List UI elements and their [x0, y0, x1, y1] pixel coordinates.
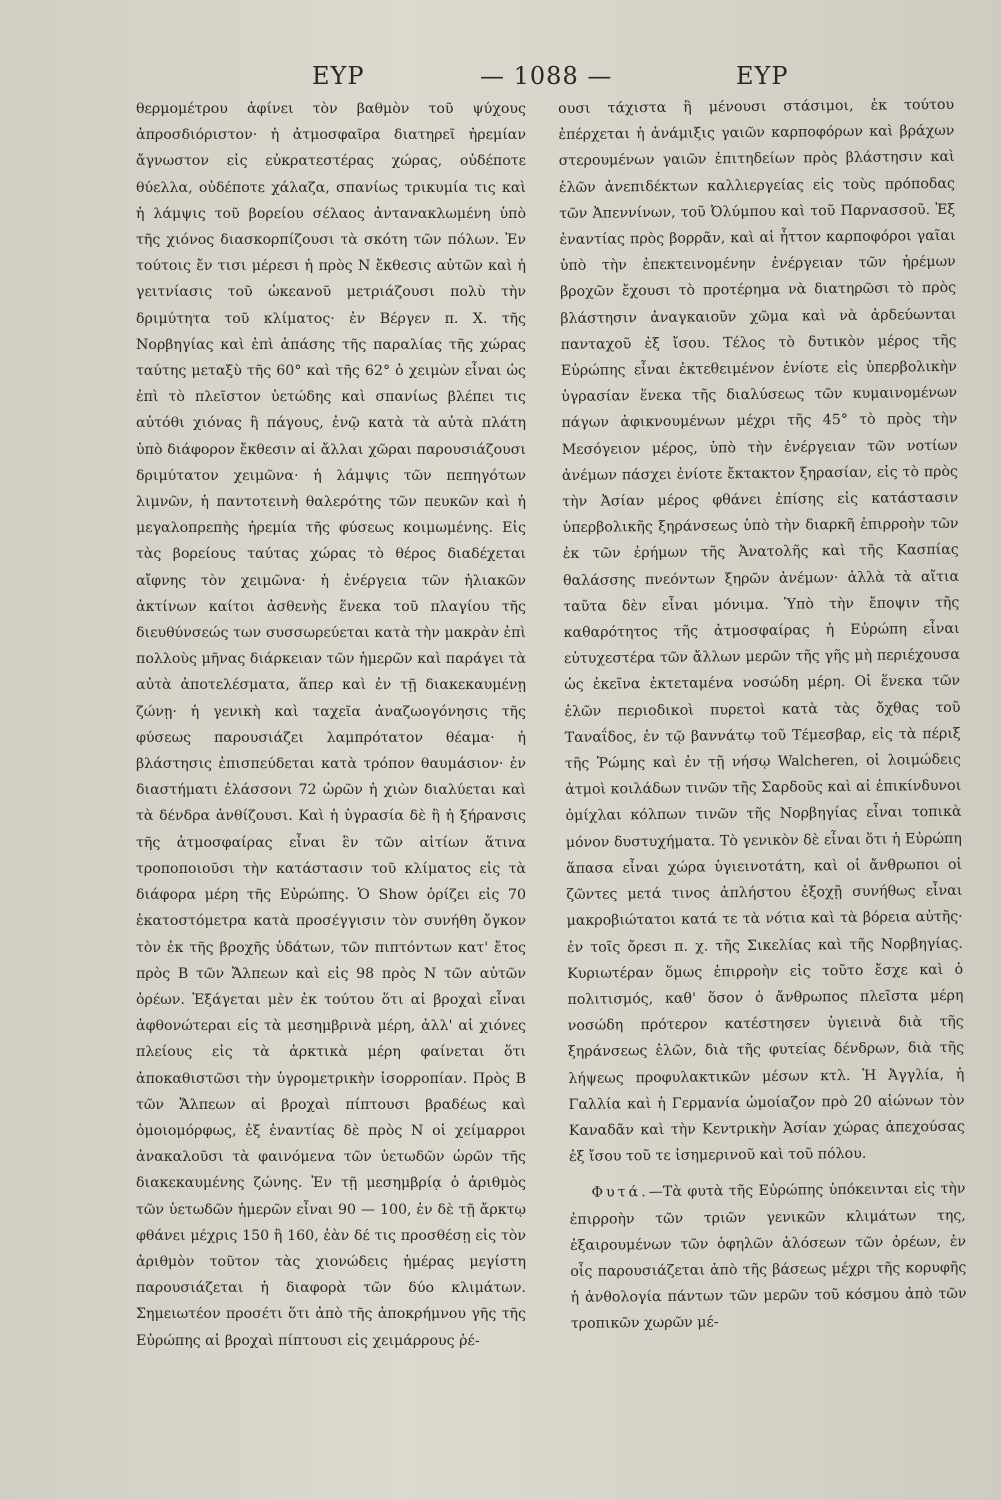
page-number: — 1088 —: [480, 62, 613, 90]
left-column: [136, 96, 526, 1354]
right-column-text: ουσι τάχιστα ἢ μένουσι στάσιμοι, ἐκ τούτου ἐπέρχεται ἡ ἀνάμιξις γαιῶν καρποφόρων καὶ βράχων στερουμένων γαιῶν ἐπιτηδείων πρὸς βλάστησιν καὶ ἑλῶν ἀνεπιδέκτων καλλιεργείας εἰς τοὺς πρόποδας τῶν Ἀπεννίνων, τοῦ Ὀλύμπου καὶ τοῦ Παρνασσοῦ. Ἐξ ἐναντίας πρὸς βορρᾶν, καὶ αἱ ἧττον καρποφόροι γαῖαι ὑπὸ τὴν ἐπεκτεινομένην ἐνέργειαν τῶν ἠρέμων βροχῶν ἔχουσι τὸ προτέρημα νὰ διατηρῶσι τὸ πρὸς βλάστησιν ἀναγκαιοῦν χῶμα καὶ νὰ ἀρδεύωνται πανταχοῦ ἐξ ἴσου. Τέλος τὸ δυτικὸν μέρος τῆς Εὐρώπης εἶναι ἐκτεθειμένον ἐνίοτε εἰς ὑπερβολικὴν ὑγρασίαν ἕνεκα τῆς διαλύσεως τῶν κυμαινομένων πάγων ἀφικνουμένων μέχρι τῆς 45° τὸ πρὸς τὴν Μεσόγειον μέρος, ὑπὸ τὴν ἐνέργειαν τῶν νοτίων ἀνέμων πάσχει ἐνίοτε ἔκτακτον ξηρασίαν, εἰς τὸ πρὸς τὴν Ἀσίαν μέρος φθάνει ἐπίσης εἰς κατάστασιν ὑπερβολικῆς ξηράνσεως ὑπὸ τὴν διαρκῆ ἐπιρροὴν τῶν ἐκ τῶν ἐρήμων τῆς Ἀνατολῆς καὶ τῆς Κασπίας θαλάσσης πνεόντων ξηρῶν ἀνέμων· ἀλλὰ τὰ αἴτια ταῦτα δὲν εἶναι μόνιμα. Ὑπὸ τὴν ἔποψιν τῆς καθαρότητος τῆς ἀτμοσφαίρας ἡ Εὐρώπη εἶναι εὐτυχεστέρα τῶν ἄλλων μερῶν τῆς γῆς μὴ περιέχουσα ὡς ἐκεῖνα ἐκτεταμένα νοσώδη μέρη. Οἱ ἕνεκα τῶν ἑλῶν περιοδικοὶ πυρετοὶ κατὰ τὰς ὄχθας τοῦ Ταναΐδος, ἐν τῷ βαννάτῳ τοῦ Τέμεσβαρ, εἰς τὰ πέριξ τῆς Ῥώμης καὶ ἐν τῇ νήσῳ Walcheren, οἱ λοιμώδεις ἀτμοὶ κοιλάδων τινῶν τῆς Σαρδοῦς καὶ αἱ ἐπικίνδυνοι ὀμίχλαι κόλπων τινῶν τῆς Νορβηγίας εἶναι τοπικὰ μόνον δυστυχήματα. Τὸ γενικὸν δὲ εἶναι ὅτι ἡ Εὐρώπη ἅπασα εἶναι χώρα ὑγιεινοτάτη, καὶ οἱ ἄνθρωποι οἱ ζῶντες μετά τινος ἀπλήστου ἐξοχῇ συνήθως εἶναι μακροβιώτατοι κατά τε τὰ νότια καὶ τὰ βόρεια αὐτῆς· ἐν τοῖς ὄρεσι π. χ. τῆς Σικελίας καὶ τῆς Νορβηγίας. Κυριωτέραν ὅμως ἐπιρροὴν εἰς τοῦτο ἔσχε καὶ ὁ πολιτισμός, καθ' ὅσον ὁ ἄνθρωπος πλεῖστα μέρη νοσώδη πρότερον κατέστησεν ὑγιεινὰ διὰ τῆς ξηράνσεως ἑλῶν, διὰ τῆς φυτείας δένδρων, διὰ τῆς λήψεως προφυλακτικῶν μέσων κτλ. Ἡ Ἀγγλία, ἡ Γαλλία καὶ ἡ Γερμανία ὡμοίαζον πρὸ 20 αἰώνων τὸν Καναδᾶν καὶ τὴν Κεντρικὴν Ἀσίαν χώρας ἀπεχούσας ἐξ ἴσου τοῦ τε ἰσημερινοῦ καὶ τοῦ πόλου.: [558, 96, 965, 1166]
plants-text: —Τὰ φυτὰ τῆς Εὐρώπης ὑπόκεινται εἰς τὴν ἐπιρροὴν τῶν τριῶν γενικῶν κλιμάτων της, ἐξαιρουμένων τῶν ὀφηλῶν ἀλόσεων τῶν ὀρέων, ἐν οἷς παρουσιάζεται ἀπὸ τῆς βάσεως μέχρι τῆς κορυφῆς ἡ ἀνθολογία πάντων τῶν μερῶν τοῦ κόσμου ἀπὸ τῶν τροπικῶν χωρῶν μέ-: [569, 1181, 967, 1333]
header-right-abbrev: ΕΥΡ: [736, 62, 789, 90]
plants-paragraph: [569, 1176, 967, 1337]
header-left-abbrev: ΕΥΡ: [312, 62, 365, 90]
left-column-text: θερμομέτρου ἀφίνει τὸν βαθμὸν τοῦ ψύχους ἀπροσδιόριστον· ἡ ἀτμοσφαῖρα διατηρεῖ ἠρεμίαν ἄγνωστον εἰς εὐκρατεστέρας χώρας, οὐδέποτε θύελλα, οὐδέποτε χάλαζα, σπανίως τρικυμία τις καὶ ἡ λάμψις τοῦ βορείου σέλαος ἀντανακλωμένη ὑπὸ τῆς χιόνος διασκορπίζουσι τὰ σκότη τῶν πόλων. Ἐν τούτοις ἔν τισι μέρεσι ἡ πρὸς Ν ἔκθεσις αὐτῶν καὶ ἡ γειτνίασις τοῦ ὠκεανοῦ μετριάζουσι πολὺ τὴν δριμύτητα τοῦ κλίματος· ἐν Βέργεν π. Χ. τῆς Νορβηγίας καὶ ἐπὶ ἁπάσης τῆς παραλίας τῆς χώρας ταύτης μεταξὺ τῆς 60° καὶ τῆς 62° ὁ χειμὼν εἶναι ὡς ἐπὶ τὸ πλεῖστον ὑετώδης καὶ σπανίως βλέπει τις αὐτόθι χιόνας ἢ πάγους, ἐνῷ κατὰ τὰ αὐτὰ πλάτη ὑπὸ διάφορον ἔκθεσιν αἱ ἄλλαι χῶραι παρουσιάζουσι δριμύτατον χειμῶνα· ἡ λάμψις τῶν πεπηγότων λιμνῶν, ἡ παντοτεινὴ θαλερότης τῶν πευκῶν καὶ ἡ μεγαλοπρεπὴς ἠρεμία τῆς φύσεως κοιμωμένης. Εἰς τὰς βορείους ταύτας χώρας τὸ θέρος διαδέχεται αἴφνης τὸν χειμῶνα· ἡ ἐνέργεια τῶν ἡλιακῶν ἀκτίνων καίτοι ἀσθενὴς ἕνεκα τοῦ πλαγίου τῆς διευθύνσεώς των συσσωρεύεται κατὰ τὴν μακρὰν ἐπὶ πολλοὺς μῆνας διάρκειαν τῶν ἡμερῶν καὶ παράγει τὰ αὐτὰ ἀποτελέσματα, ἅπερ καὶ ἐν τῇ διακεκαυμένῃ ζώνῃ· ἡ γενικὴ καὶ ταχεῖα ἀναζωογόνησις τῆς φύσεως παρουσιάζει λαμπρότατον θέαμα· ἡ βλάστησις ἐπισπεύδεται κατὰ τρόπον θαυμάσιον· ἐν διαστήματι ἐλάσσονι 72 ὡρῶν ἡ χιὼν διαλύεται καὶ τὰ δένδρα ἀνθίζουσι. Καὶ ἡ ὑγρασία δὲ ἢ ἡ ξήρανσις τῆς ἀτμοσφαίρας εἶναι ἓν τῶν αἰτίων ἅτινα τροποποιοῦσι τὴν κατάστασιν τοῦ κλίματος εἰς τὰ διάφορα μέρη τῆς Εὐρώπης. Ὁ Show ὁρίζει εἰς 70 ἑκατοστόμετρα κατὰ προσέγγισιν τὸν συνήθη ὄγκον τὸν ἐκ τῆς βροχῆς ὑδάτων, τῶν πιπτόντων κατ' ἔτος πρὸς Β τῶν Ἄλπεων καὶ εἰς 98 πρὸς Ν τῶν αὐτῶν ὀρέων. Ἐξάγεται μὲν ἐκ τούτου ὅτι αἱ βροχαὶ εἶναι ἀφθονώτεραι εἰς τὰ μεσημβρινὰ μέρη, ἀλλ' αἱ χιόνες πλείους εἰς τὰ ἀρκτικὰ μέρη φαίνεται ὅτι ἀποκαθιστῶσι τὴν ὑγρομετρικὴν ἰσορροπίαν. Πρὸς Β τῶν Ἄλπεων αἱ βροχαὶ πίπτουσι βραδέως καὶ ὁμοιομόρφως, ἐξ ἐναντίας δὲ πρὸς Ν οἱ χείμαρροι ἀνακαλοῦσι τὰ φαινόμενα τῶν ὑετωδῶν ὡρῶν τῆς διακεκαυμένης ζώνης. Ἐν τῇ μεσημβρίᾳ ὁ ἀριθμὸς τῶν ὑετωδῶν ἡμερῶν εἶναι 90 — 100, ἐν δὲ τῇ ἄρκτῳ φθάνει μέχρις 150 ἢ 160, ἐὰν δέ τις προσθέσῃ εἰς τὸν ἀριθμὸν τοῦτον τὰς χιονώδεις ἡμέρας μεγίστη παρουσιάζεται ἡ διαφορὰ τῶν δύο κλιμάτων. Σημειωτέον προσέτι ὅτι ἀπὸ τῆς ἀποκρήμνου γῆς τῆς Εὐρώπης αἱ βροχαὶ πίπτουσι εἰς χειμάρρους ῥέ-: [136, 101, 526, 1349]
plants-heading: Φυτά.: [591, 1184, 649, 1202]
right-column: [558, 92, 967, 1338]
